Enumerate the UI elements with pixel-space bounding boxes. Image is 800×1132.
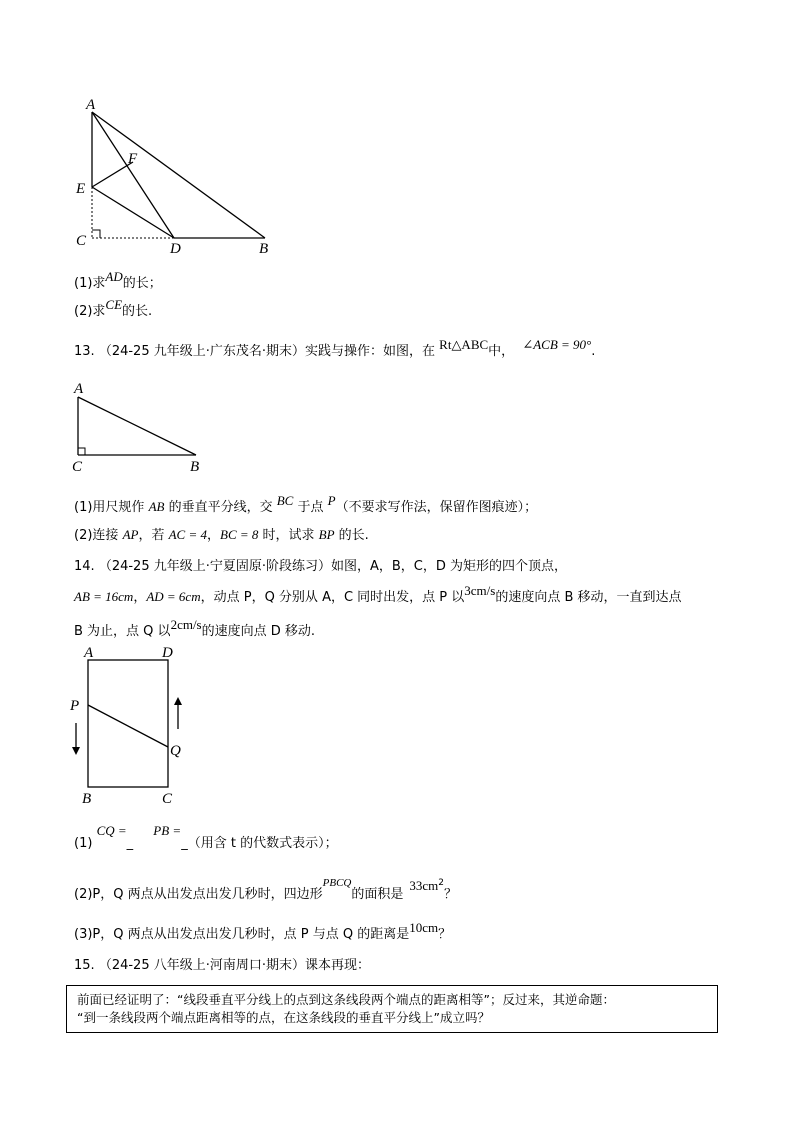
text: ， [206, 528, 220, 543]
text: ，若 [138, 528, 169, 543]
label-a: A [86, 97, 96, 113]
label-a: A [74, 381, 84, 397]
text: 的面积是 [351, 887, 404, 902]
segment-pq [88, 705, 168, 747]
var-ap: AP [122, 527, 139, 542]
q12-part1 [74, 269, 162, 293]
label-d: D [170, 241, 181, 257]
segment-ab [92, 112, 265, 238]
var-ad: AD [105, 269, 123, 284]
var-ab: AB [148, 499, 165, 514]
excerpt-line-1: 前面已经证明了：“线段垂直平分线上的点到这条线段两个端点的距离相等”；反过来，其逆命题： [77, 992, 615, 1007]
label-d: D [162, 645, 173, 661]
text: 的长. [334, 528, 369, 543]
text: ？ [444, 887, 458, 902]
area-value: 33cm [409, 878, 439, 893]
q14-text: ，动点 P，Q 分别从 A，C 同时出发，点 P 以 [200, 590, 465, 605]
q14-stem-line2: AB = 16cm，AD = 6cm，动点 P，Q 分别从 A，C 同时出发，点 P 以3cm/s的速度向点 B 移动，一直到达点 [74, 583, 682, 605]
var-cq: CQ = [96, 823, 127, 838]
q15-stem [74, 957, 370, 975]
figure-right-triangle-abc [70, 378, 220, 478]
segment-ef [92, 162, 133, 187]
q13-end: . [591, 344, 596, 359]
q12-part2-text-end: 的长. [122, 304, 153, 319]
figure-triangle-abc-with-fold [70, 92, 290, 262]
text: 的垂直平分线，交 [164, 500, 277, 515]
var-p: P [327, 493, 336, 508]
question-number: 15. [74, 958, 95, 973]
superscript: 2 [438, 878, 444, 888]
label-c: C [162, 791, 173, 807]
q14-part3 [74, 920, 452, 944]
speed-p: 3cm/s [464, 583, 496, 598]
q14-stem-line1 [74, 558, 567, 576]
arrow-up-icon [174, 697, 182, 729]
var-ac-value: AC = 4 [168, 527, 207, 542]
textbook-excerpt-box [66, 985, 718, 1033]
speed-q: 2cm/s [170, 617, 202, 632]
q12-part2 [74, 297, 153, 321]
q12-part1-text-end: 的长； [122, 276, 162, 291]
var-ce: CE [105, 297, 123, 312]
distance-value: 10cm [409, 920, 439, 935]
q14-text: （24-25 九年级上·宁夏固原·阶段练习）如图，A，B，C，D 为矩形的四个顶点， [98, 559, 568, 574]
text: 时，试求 [258, 528, 319, 543]
label-e: E [76, 181, 86, 197]
q12-part1-text: (1)求 [74, 276, 106, 291]
var-ad-length: AD = 6cm [146, 589, 201, 604]
rt-triangle-abc: Rt△ABC [439, 337, 489, 352]
text: (2)P，Q 两点从出发点出发几秒时，四边形 [74, 887, 323, 902]
text: 于点 [293, 500, 328, 515]
q14-text: B 为止，点 Q 以 [74, 624, 171, 639]
text: (3)P，Q 两点从出发点出发几秒时，点 P 与点 Q 的距离是 [74, 927, 410, 942]
text: ？ [438, 927, 452, 942]
segment-ab [78, 397, 196, 455]
q15-source-text: （24-25 八年级上·河南周口·期末）课本再现： [98, 958, 371, 973]
segment-ed [92, 187, 174, 238]
label-q: Q [170, 743, 181, 759]
q13-stem [74, 337, 596, 361]
q14-text: 的速度向点 D 移动. [201, 624, 316, 639]
question-number: 13. [74, 344, 95, 359]
q14-part2 [74, 877, 458, 904]
q13-source-text: （24-25 九年级上·广东茂名·期末）实践与操作：如图，在 [98, 344, 436, 359]
question-number: 14. [74, 559, 95, 574]
label-b: B [190, 459, 200, 475]
arrow-down-icon [72, 723, 80, 755]
answer-blank[interactable]: _ [126, 836, 134, 851]
q13-part1 [74, 493, 538, 517]
figure-rectangle-abcd [66, 643, 196, 808]
q14-stem-line3 [74, 617, 316, 641]
var-bc-value: BC = 8 [220, 527, 259, 542]
right-angle-mark [78, 448, 85, 455]
q12-part2-text: (2)求 [74, 304, 106, 319]
var-bc: BC [276, 493, 294, 508]
q13-part2 [74, 526, 369, 545]
angle-acb: ∠ACB = 90° [522, 337, 592, 352]
var-pb: PB = [153, 823, 182, 838]
label-p: P [70, 698, 80, 714]
segment-ad [92, 112, 174, 238]
label-f: F [128, 151, 138, 167]
quadrilateral-pbcq: PBCQ [322, 877, 352, 889]
rectangle-abcd [88, 660, 168, 787]
var-bp: BP [318, 527, 335, 542]
excerpt-line-2: “到一条线段两个端点距离相等的点，在这条线段的垂直平分线上”成立吗？ [77, 1010, 490, 1025]
label-b: B [82, 791, 92, 807]
answer-blank[interactable]: _ [181, 836, 188, 851]
text: (1)用尺规作 [74, 500, 149, 515]
text: (2)连接 [74, 528, 123, 543]
label-a: A [84, 645, 94, 661]
text: (1) [74, 836, 93, 851]
q14-part1 [74, 823, 338, 853]
label-c: C [72, 459, 83, 475]
var-ab-length: AB = 16cm [74, 589, 134, 604]
label-c: C [76, 233, 87, 249]
text: （不要求写作法，保留作图痕迹）； [335, 500, 538, 515]
label-b: B [259, 241, 269, 257]
text: （用含 t 的代数式表示）； [187, 836, 338, 851]
q13-mid-text: 中， [488, 344, 515, 359]
q14-text: 的速度向点 B 移动，一直到达点 [495, 590, 682, 605]
right-angle-mark [92, 230, 100, 238]
